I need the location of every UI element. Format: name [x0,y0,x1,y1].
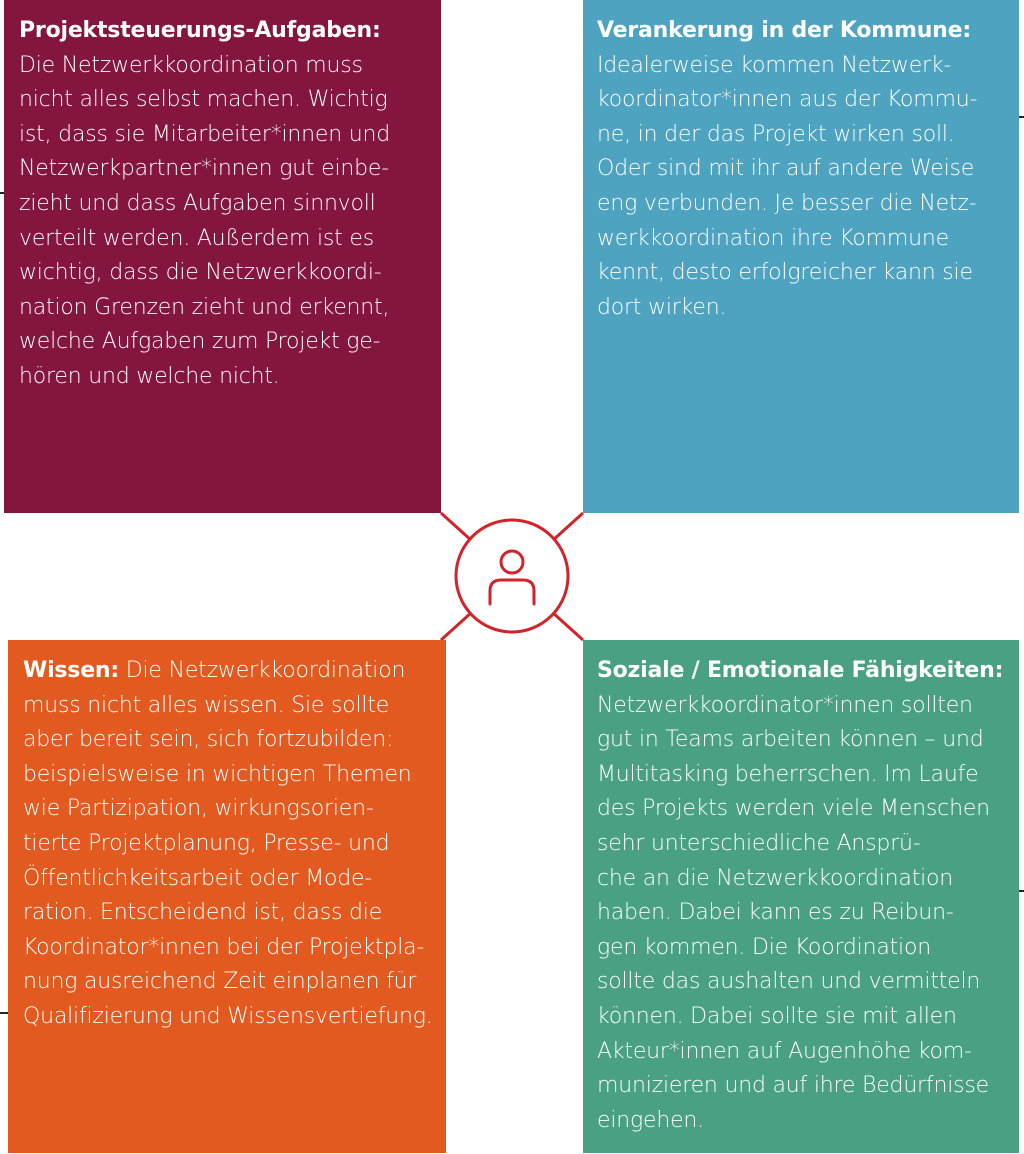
body-line: Oder sind mit ihr auf andere Weise [597,156,975,182]
body-line: dort wirken. [597,294,727,320]
body-line: beispielsweise in wichtigen Themen [23,761,412,787]
body-line: werkkoordination ihre Kommune [597,225,949,251]
connector-line-top-left [441,513,472,541]
body-line: hören und welche nicht. [19,363,280,389]
first-line [23,654,446,689]
box-heading: Projektsteuerungs-Aufgaben: [19,18,381,43]
body-line: Die Netzwerkkoordination muss [19,52,363,78]
box-heading: Wissen: [23,658,119,683]
body-line: Koordinator*innen bei der Projektpla- [23,934,425,960]
body-line: des Projekts werden viele Menschen [597,796,990,822]
box-heading: Verankerung in der Kommune: [597,18,971,43]
person-icon [490,551,534,604]
body-line: sehr unterschiedliche Ansprü- [597,830,921,856]
box-wissen-text [23,654,446,1035]
box-soziale-faehigkeiten [583,640,1019,1153]
body-line: ist, dass sie Mitarbeiter*innen und [19,121,391,147]
box-soziale-faehigkeiten-text [597,654,1019,1138]
body-line: Akteur*innen auf Augenhöhe kom- [597,1038,972,1064]
body-line: wie Partizipation, wirkungsorien- [23,796,374,822]
body-line: zieht und dass Aufgaben sinnvoll [19,190,376,216]
body-line: welche Aufgaben zum Projekt ge- [19,329,381,355]
box-heading: Soziale / Emotionale Fähigkeiten: [597,658,1004,683]
body-line: gen kommen. Die Koordination [597,934,931,960]
body-line: verteilt werden. Außerdem ist es [19,225,374,251]
body-line: tierte Projektplanung, Presse- und [23,830,390,856]
body-line: Netzwerkkoordinator*innen sollten [597,692,973,718]
connector-line-top-right [552,513,583,541]
connector-line-bottom-left [441,612,472,640]
body-line: nicht alles selbst machen. Wichtig [19,87,388,113]
body-line: Multitasking beherrschen. Im Laufe [597,761,979,787]
box-wissen [8,640,446,1153]
body-line: munizieren und auf ihre Bedürfnisse [597,1073,989,1099]
box-verankerung-text [597,14,1019,325]
body-line: che an die Netzwerkkoordination [597,865,954,891]
body-line: ne, in der das Projekt wirken soll. [597,121,955,147]
center-circle [456,520,568,632]
body-line: ration. Entscheidend ist, dass die [23,900,383,926]
body-line: koordinator*innen aus der Kommu- [597,87,978,113]
first-line-rest: Die Netzwerkkoordination [118,658,406,683]
box-projektsteuerung-text [19,14,441,395]
body-line: kennt, desto erfolgreicher kann sie [597,260,973,286]
body-line: sollte das aushalten und vermitteln [597,969,981,995]
body-line: eng verbunden. Je besser die Netz- [597,190,977,216]
connector-line-bottom-right [552,612,583,640]
body-line: Qualifizierung und Wissensvertiefung. [23,1003,433,1029]
body-line: haben. Dabei kann es zu Reibun- [597,900,954,926]
body-line: nation Grenzen zieht und erkennt, [19,294,390,320]
body-line: gut in Teams arbeiten können – und [597,727,984,753]
body-line: muss nicht alles wissen. Sie sollte [23,692,390,718]
body-line: Idealerweise kommen Netzwerk- [597,52,952,78]
box-projektsteuerung [4,0,441,513]
box-verankerung [583,0,1019,513]
body-line: eingehen. [597,1107,704,1133]
body-line: aber bereit sein, sich fortzubilden: [23,727,394,753]
body-line: wichtig, dass die Netzwerkkoordi- [19,260,382,286]
body-line: Öffentlichkeitsarbeit oder Mode- [23,865,373,891]
body-line: können. Dabei sollte sie mit allen [597,1003,957,1029]
body-line: nung ausreichend Zeit einplanen für [23,969,417,995]
body-line: Netzwerkpartner*innen gut einbe- [19,156,389,182]
